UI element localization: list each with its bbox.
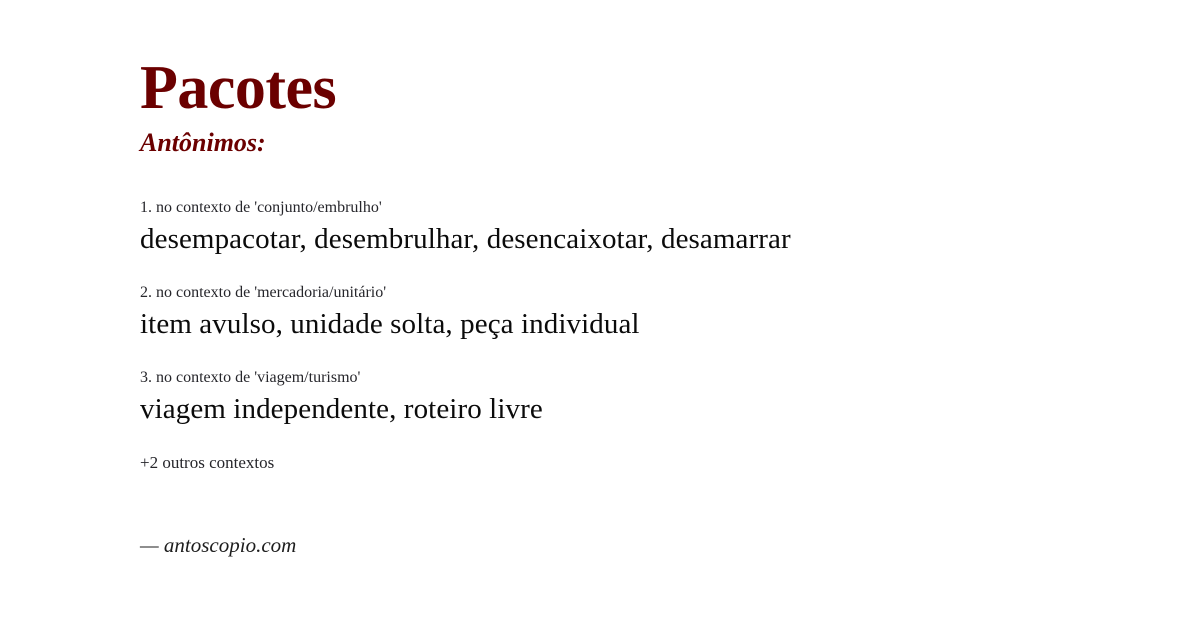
sense-antonyms: desempacotar, desembrulhar, desencaixotar, desamarrar bbox=[140, 223, 791, 256]
list-item bbox=[140, 198, 1060, 257]
list-item bbox=[140, 283, 1060, 342]
list-item bbox=[140, 368, 1060, 427]
more-contexts-note: +2 outros contextos bbox=[140, 453, 275, 473]
page-title: Pacotes bbox=[140, 54, 337, 122]
sense-antonyms: viagem independente, roteiro livre bbox=[140, 393, 543, 426]
sense-list bbox=[140, 198, 1060, 427]
source-attribution: — antoscopio.com bbox=[140, 533, 297, 557]
sense-antonyms: item avulso, unidade solta, peça individual bbox=[140, 308, 640, 341]
sense-context-label: 3. no contexto de 'viagem/turismo' bbox=[140, 369, 361, 387]
sense-context-label: 1. no contexto de 'conjunto/embrulho' bbox=[140, 199, 382, 217]
section-subtitle: Antônimos: bbox=[140, 128, 266, 158]
sense-context-label: 2. no contexto de 'mercadoria/unitário' bbox=[140, 284, 387, 302]
